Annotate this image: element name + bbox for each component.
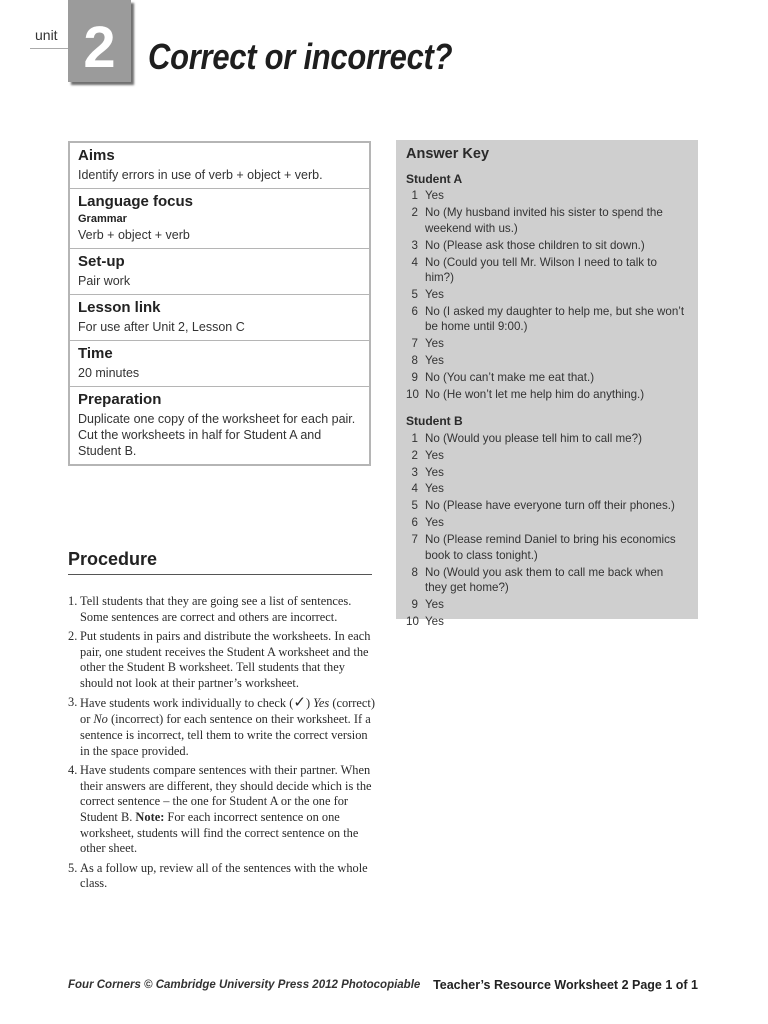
answer-number: 5: [411, 499, 418, 513]
answer-text: Yes: [425, 482, 444, 496]
aims-row: [70, 143, 369, 189]
step-text-part: Have students work individually to check (: [80, 696, 294, 711]
answer-text: No (He won’t let me help him do anything.): [425, 387, 645, 401]
preparation-heading: Preparation: [78, 391, 162, 408]
step-text-part: Have students compare sentences with their partner. When their answers are different, they should decide which is the correct sentence – the one for Student A or the one for Student B.: [80, 762, 372, 824]
step-number: 4.: [68, 762, 78, 777]
answer-text: Yes: [425, 465, 444, 479]
no-term: No: [93, 712, 108, 727]
answer-number: 7: [411, 533, 418, 547]
answer-text: No (Please ask those children to sit down.): [425, 238, 645, 252]
procedure-step: [68, 629, 376, 692]
answer-number: 4: [411, 255, 418, 269]
answer-number: 5: [411, 287, 418, 301]
answer-item: [406, 465, 688, 481]
lesson-link-row: [70, 295, 369, 341]
answer-number: 10: [406, 387, 419, 401]
step-text-part: For each incorrect sentence on one worksheet, students will find the correct sentence on the other sheet.: [80, 809, 359, 856]
answer-item: [406, 481, 688, 497]
answer-item: [406, 304, 688, 335]
answer-item: [406, 498, 688, 514]
step-text: [80, 763, 372, 856]
step-text: Tell students that they are going see a list of sentences. Some sentences are correct and others are incorrect.: [80, 594, 352, 624]
answer-text: No (Please remind Daniel to bring his economics book to class tonight.): [425, 533, 676, 562]
answer-key-panel: [396, 140, 698, 628]
answer-number: 2: [411, 448, 418, 462]
procedure-list: [68, 594, 376, 896]
answer-item: [406, 448, 688, 464]
answer-text: No (Please have everyone turn off their phones.): [425, 499, 675, 513]
answer-item: [406, 205, 688, 236]
lesson-link-heading: Lesson link: [78, 299, 161, 316]
unit-number-box: [68, 0, 131, 82]
preparation-row: [70, 387, 369, 464]
answer-text: No (Would you please tell him to call me?): [425, 431, 642, 445]
procedure-divider: [68, 574, 372, 575]
time-text: 20 minutes: [78, 366, 140, 380]
step-number: 3.: [68, 695, 78, 710]
answer-number: 3: [411, 465, 418, 479]
answer-text: No (My husband invited his sister to spend the weekend with us.): [425, 206, 663, 235]
answer-item: [406, 336, 688, 352]
step-text-part: ): [305, 696, 314, 711]
answer-item: [406, 515, 688, 531]
lesson-link-text: For use after Unit 2, Lesson C: [78, 320, 245, 334]
procedure-heading: Procedure: [68, 549, 158, 569]
answer-item: [406, 565, 688, 596]
answer-text: Yes: [425, 287, 444, 301]
footer-page-info: Teacher’s Resource Worksheet 2 Page 1 of 1: [433, 978, 698, 992]
setup-text: Pair work: [78, 274, 131, 288]
answer-text: No (Could you tell Mr. Wilson I need to talk to him?): [425, 255, 657, 285]
answer-item: [406, 238, 688, 254]
procedure-step: [68, 861, 376, 892]
step-text: [80, 693, 375, 758]
answer-item: [406, 370, 688, 386]
footer-copyright: Four Corners © Cambridge University Press 2012 Photocopiable: [68, 979, 421, 991]
answer-text: No (I asked my daughter to help me, but she won’t be home until 9:00.): [425, 304, 685, 334]
step-text-part: (correct) or: [80, 696, 375, 727]
answer-item: [406, 614, 688, 630]
answer-number: 6: [411, 516, 418, 530]
answer-key-heading: Answer Key: [406, 146, 490, 162]
answer-text: Yes: [425, 448, 444, 462]
preparation-text: Duplicate one copy of the worksheet for each pair. Cut the worksheets in half for Student A and Student B.: [78, 412, 356, 458]
aims-text: Identify errors in use of verb + object + verb.: [78, 168, 323, 182]
language-focus-subheading: Grammar: [78, 213, 127, 225]
answer-number: 3: [411, 238, 418, 252]
answer-number: 8: [411, 565, 418, 579]
answer-number: 4: [411, 482, 418, 496]
answer-text: Yes: [425, 337, 444, 351]
procedure-step: [68, 594, 376, 625]
answer-item: [406, 255, 688, 286]
answer-number: 10: [406, 614, 419, 628]
answer-text: Yes: [425, 354, 444, 368]
answer-text: Yes: [425, 189, 444, 203]
setup-row: [70, 249, 369, 295]
time-heading: Time: [78, 345, 113, 362]
answer-text: No (You can’t make me eat that.): [425, 371, 595, 385]
answer-number: 2: [411, 206, 418, 220]
unit-label: unit: [30, 22, 70, 49]
setup-heading: Set-up: [78, 253, 125, 270]
language-focus-text: Verb + object + verb: [78, 228, 190, 242]
step-number: 5.: [68, 860, 78, 875]
answer-number: 6: [411, 304, 418, 318]
answer-text: Yes: [425, 516, 444, 530]
language-focus-row: [70, 189, 369, 249]
answer-item: [406, 287, 688, 303]
answer-number: 1: [411, 189, 418, 203]
unit-number: 2: [83, 15, 116, 80]
step-text: As a follow up, review all of the sentences with the whole class.: [80, 860, 368, 891]
note-label: Note:: [135, 809, 165, 824]
aims-heading: Aims: [78, 147, 115, 164]
step-number: 2.: [68, 629, 78, 643]
answer-number: 8: [411, 354, 418, 368]
language-focus-heading: Language focus: [78, 193, 194, 210]
step-text-part: (incorrect) for each sentence on their worksheet. If a sentence is incorrect, tell them to write the correct version in the space provided.: [80, 712, 371, 758]
procedure-step: [68, 763, 376, 857]
student-b-heading: Student B: [406, 414, 463, 429]
answer-item: [406, 353, 688, 369]
answer-text: Yes: [425, 597, 444, 611]
page-title: Correct or incorrect?: [148, 36, 453, 77]
answer-number: 9: [411, 371, 418, 385]
answer-text: No (Would you ask them to call me back when they get home?): [425, 565, 664, 595]
answer-item: [406, 431, 688, 447]
answer-number: 7: [411, 337, 418, 351]
answer-item: [406, 387, 688, 403]
answer-text: Yes: [425, 614, 444, 628]
answer-number: 9: [411, 597, 418, 611]
student-a-heading: Student A: [406, 172, 463, 186]
step-number: 1.: [68, 594, 78, 608]
procedure-step: [68, 695, 376, 759]
time-row: [70, 341, 369, 387]
step-text: Put students in pairs and distribute the worksheets. In each pair, one student receives the Student A worksheet and the other the Student B worksheet. Tell students that they should not look at their partner’s worksheet.: [80, 629, 371, 691]
answer-number: 1: [411, 431, 418, 445]
lesson-info-table: [68, 141, 371, 466]
answer-item: [406, 188, 688, 204]
answer-item: [406, 597, 688, 613]
yes-term: Yes: [313, 696, 330, 711]
checkmark-icon: ✓: [293, 693, 306, 712]
answer-item: [406, 532, 688, 563]
